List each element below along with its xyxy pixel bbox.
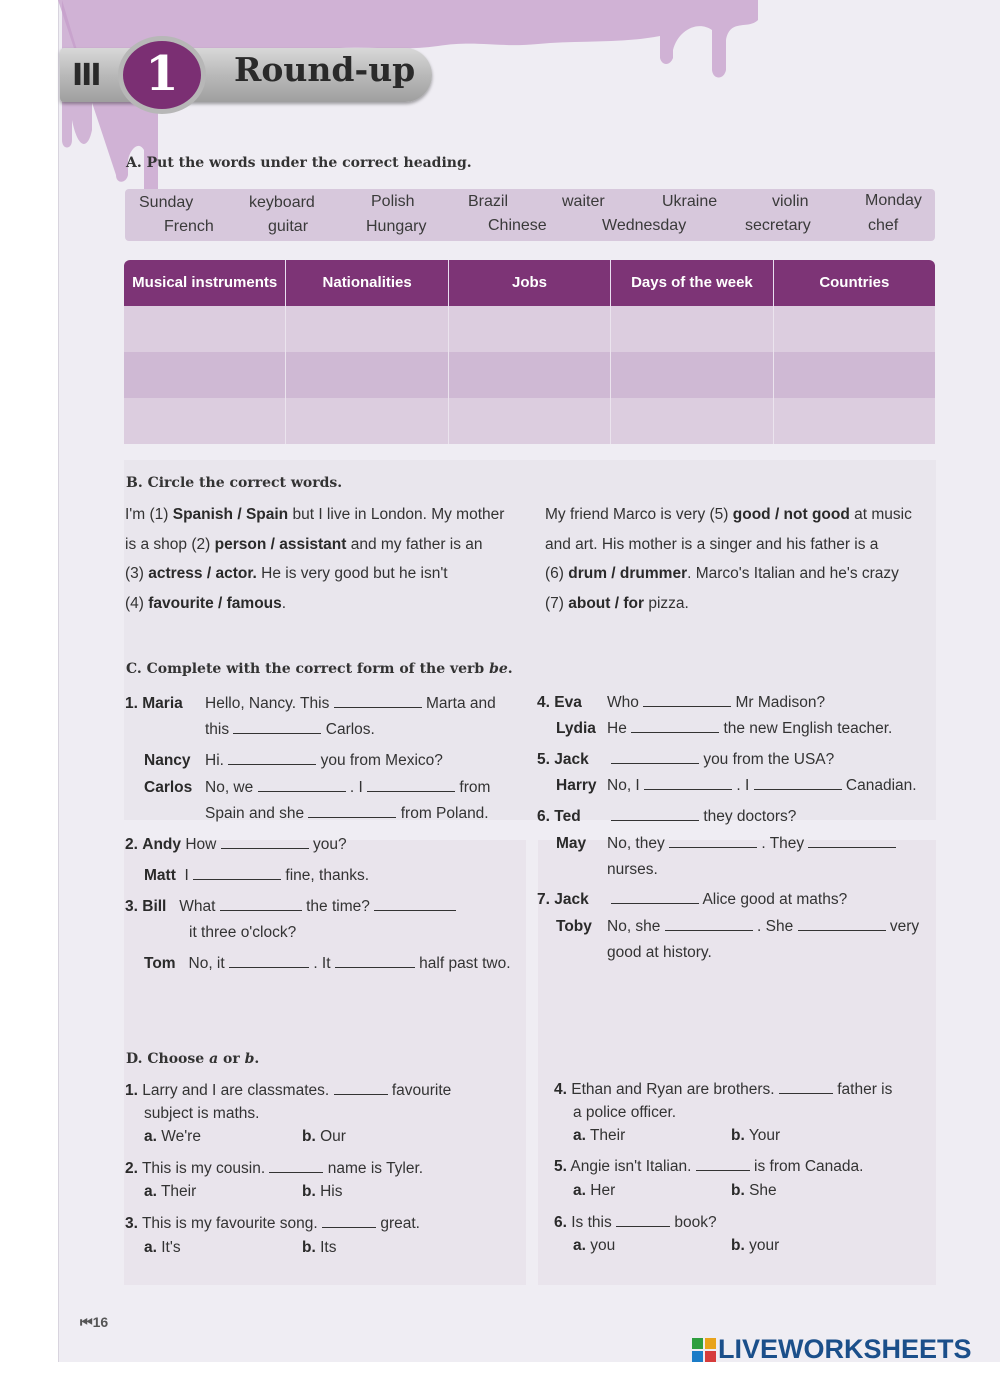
table-row — [124, 398, 935, 444]
choice[interactable]: person / assistant — [214, 535, 347, 553]
option-b[interactable]: b. His — [302, 1183, 343, 1200]
word[interactable]: Monday — [865, 192, 922, 209]
answer-blank[interactable] — [334, 695, 422, 708]
word[interactable]: guitar — [268, 218, 309, 235]
answer-blank[interactable] — [669, 835, 757, 848]
word[interactable]: violin — [772, 193, 809, 210]
dialogue-line: Tom No, it . It half past two. — [144, 955, 511, 972]
dialogue-line: nurses. — [607, 861, 658, 878]
drop-cell[interactable] — [449, 306, 611, 352]
word[interactable]: chef — [868, 217, 899, 234]
dialogue-line: No, I . I Canadian. — [607, 777, 917, 794]
question: 3. This is my favourite song. great. — [125, 1215, 420, 1232]
dialogue-line: this Carlos. — [205, 721, 375, 738]
drop-cell[interactable] — [774, 352, 935, 398]
dialogue-line: No, they . They — [607, 835, 896, 853]
word[interactable]: Polish — [371, 193, 415, 210]
dialogue-line: Carlos — [144, 779, 193, 796]
word[interactable]: Wednesday — [602, 217, 687, 234]
dialogue-line: 7. Jack — [537, 891, 589, 908]
option-a[interactable]: a. We're — [144, 1128, 201, 1145]
dialogue-line: good at history. — [607, 944, 712, 961]
dialogue-line: 1. Maria — [125, 695, 183, 712]
answer-blank[interactable] — [611, 808, 699, 821]
drop-cell[interactable] — [774, 306, 935, 352]
dialogue-line: 3. Bill What the time? — [125, 898, 456, 916]
dialogue-line: 5. Jack — [537, 751, 589, 768]
option-b[interactable]: b. Our — [302, 1128, 346, 1145]
answer-blank[interactable] — [611, 751, 699, 764]
answer-blank[interactable] — [754, 777, 842, 790]
liveworksheets-brand: LIVEWORKSHEETS — [718, 1334, 972, 1364]
question: 6. Is this book? — [554, 1214, 717, 1231]
column-header: Jobs — [449, 260, 611, 306]
option-a[interactable]: a. It's — [144, 1239, 181, 1256]
answer-blank[interactable] — [193, 867, 281, 880]
drop-cell[interactable] — [124, 306, 286, 352]
column-header: Musical instruments — [124, 260, 286, 306]
question: a police officer. — [573, 1104, 677, 1121]
answer-blank[interactable] — [611, 891, 699, 904]
column-header: Days of the week — [611, 260, 773, 306]
choice[interactable]: favourite / famous — [148, 594, 282, 612]
answer-blank[interactable] — [334, 1082, 388, 1095]
dialogue-line: you from the USA? — [611, 751, 834, 769]
dialogue-line: Who Mr Madison? — [607, 694, 826, 711]
dialogue-line: 6. Ted — [537, 808, 581, 825]
word[interactable]: French — [164, 218, 214, 235]
section-a-heading: A. Put the words under the correct heading. — [126, 155, 472, 171]
answer-blank[interactable] — [269, 1160, 323, 1173]
drop-cell[interactable] — [124, 352, 286, 398]
dialogue-line: Nancy — [144, 752, 191, 769]
option-a[interactable]: a. Their — [144, 1183, 197, 1200]
choice[interactable]: Spanish / Spain — [172, 506, 289, 523]
section-d-heading: D. Choose a or b. — [126, 1051, 260, 1067]
dialogue-line: they doctors? — [611, 808, 796, 826]
choice[interactable]: drum / drummer — [568, 565, 688, 582]
dialogue-line: Hi. you from Mexico? — [205, 752, 443, 769]
word[interactable]: secretary — [745, 217, 811, 234]
drop-cell[interactable] — [124, 398, 286, 444]
answer-blank[interactable] — [221, 836, 309, 849]
page-title: Round-up — [234, 50, 416, 89]
word-bank — [125, 189, 935, 241]
drop-cell[interactable] — [286, 352, 448, 398]
unit-number-badge: 1 — [118, 36, 206, 114]
question: 4. Ethan and Ryan are brothers. father is — [554, 1081, 893, 1098]
option-b[interactable]: b. She — [731, 1182, 777, 1199]
word[interactable]: waiter — [562, 193, 605, 210]
table-row — [124, 306, 935, 352]
option-b[interactable]: b. Its — [302, 1239, 337, 1256]
answer-blank[interactable] — [631, 720, 719, 733]
answer-blank[interactable] — [644, 777, 732, 790]
answer-blank[interactable] — [779, 1081, 833, 1094]
dialogue-line: Hello, Nancy. This Marta and — [205, 695, 496, 712]
answer-blank[interactable] — [322, 1215, 376, 1228]
option-a[interactable]: a. Their — [573, 1127, 626, 1144]
answer-blank[interactable] — [220, 898, 302, 911]
rewind-icon: ⏮ — [80, 1314, 93, 1330]
drop-cell[interactable] — [286, 306, 448, 352]
option-a[interactable]: a. Her — [573, 1182, 616, 1199]
section-b-left-text: I'm (1) Spanish / Spain but I live in London. My mother is a shop (2) person / assistant and my father is an (3) actress / actor. He is very good but he isn't (4) favourite / famous. — [125, 506, 505, 612]
table-header — [124, 260, 935, 306]
drop-cell[interactable] — [611, 306, 773, 352]
option-b[interactable]: b. your — [731, 1237, 780, 1254]
section-b-heading: B. Circle the correct words. — [126, 475, 343, 491]
word[interactable]: Chinese — [488, 217, 547, 234]
question: 5. Angie isn't Italian. is from Canada. — [554, 1158, 864, 1175]
word[interactable]: Hungary — [366, 218, 427, 235]
choice[interactable]: good / not good — [732, 506, 850, 523]
answer-blank[interactable] — [308, 805, 396, 818]
word[interactable]: keyboard — [249, 194, 315, 211]
dialogue-line: May — [556, 835, 587, 852]
question: subject is maths. — [144, 1105, 260, 1122]
answer-blank[interactable] — [696, 1158, 750, 1171]
dialogue-line: No, she . She very — [607, 918, 920, 935]
dialogue-line: it three o'clock? — [189, 924, 297, 941]
dialogue-line: Toby — [556, 918, 592, 935]
dialogue-line: 4. Eva — [537, 694, 582, 711]
section-b-right-text: My friend Marco is very (5) good / not good at music and art. His mother is a singer and his father is a (6) drum / drummer. Marco's Italian and he's crazy (7) about / for pizza. — [545, 506, 912, 612]
dialogue-line: He the new English teacher. — [607, 720, 893, 737]
bars-icon: III — [72, 58, 100, 93]
table-row — [124, 352, 935, 398]
answer-blank[interactable] — [374, 898, 456, 911]
answer-blank[interactable] — [258, 779, 346, 792]
answer-blank[interactable] — [229, 955, 309, 968]
answer-blank[interactable] — [367, 779, 455, 792]
answer-blank[interactable] — [616, 1214, 670, 1227]
answer-blank[interactable] — [233, 721, 321, 734]
dialogue-line: Lydia — [556, 720, 596, 737]
heading-table — [124, 260, 935, 444]
column-header: Countries — [819, 274, 890, 291]
word[interactable]: Brazil — [468, 193, 509, 210]
page-number: ⏮16 — [80, 1314, 109, 1330]
word[interactable]: Ukraine — [662, 193, 718, 210]
word[interactable]: Sunday — [139, 194, 194, 211]
answer-blank[interactable] — [228, 752, 316, 765]
choice[interactable]: actress / actor. — [148, 565, 257, 582]
drop-cell[interactable] — [449, 398, 611, 444]
dialogue-line: No, we . I from — [205, 779, 491, 796]
drop-cell[interactable] — [286, 398, 448, 444]
answer-blank[interactable] — [643, 694, 731, 707]
drop-cell[interactable] — [611, 398, 773, 444]
drop-cell[interactable] — [774, 398, 935, 444]
question: 2. This is my cousin. name is Tyler. — [125, 1160, 424, 1177]
choice[interactable]: about / for — [568, 594, 645, 612]
liveworksheets-logo-icon — [692, 1338, 716, 1362]
option-a[interactable]: a. you — [573, 1237, 616, 1254]
drop-cell[interactable] — [611, 352, 773, 398]
dialogue-line: Harry — [556, 777, 597, 794]
dialogue-line: 2. Andy How you? — [125, 836, 347, 853]
answer-blank[interactable] — [335, 955, 415, 968]
column-header: Nationalities — [286, 260, 448, 306]
question: 1. Larry and I are classmates. favourite — [125, 1082, 452, 1099]
answer-blank[interactable] — [665, 918, 753, 931]
section-c-heading: C. Complete with the correct form of the verb be. — [126, 661, 513, 677]
dialogue-line: Alice good at maths? — [611, 891, 847, 909]
answer-blank[interactable] — [808, 835, 896, 848]
option-b[interactable]: b. Your — [731, 1127, 781, 1144]
answer-blank[interactable] — [798, 918, 886, 931]
dialogue-line: Spain and she from Poland. — [205, 805, 489, 822]
drop-cell[interactable] — [449, 352, 611, 398]
dialogue-line: Matt I fine, thanks. — [144, 867, 369, 884]
